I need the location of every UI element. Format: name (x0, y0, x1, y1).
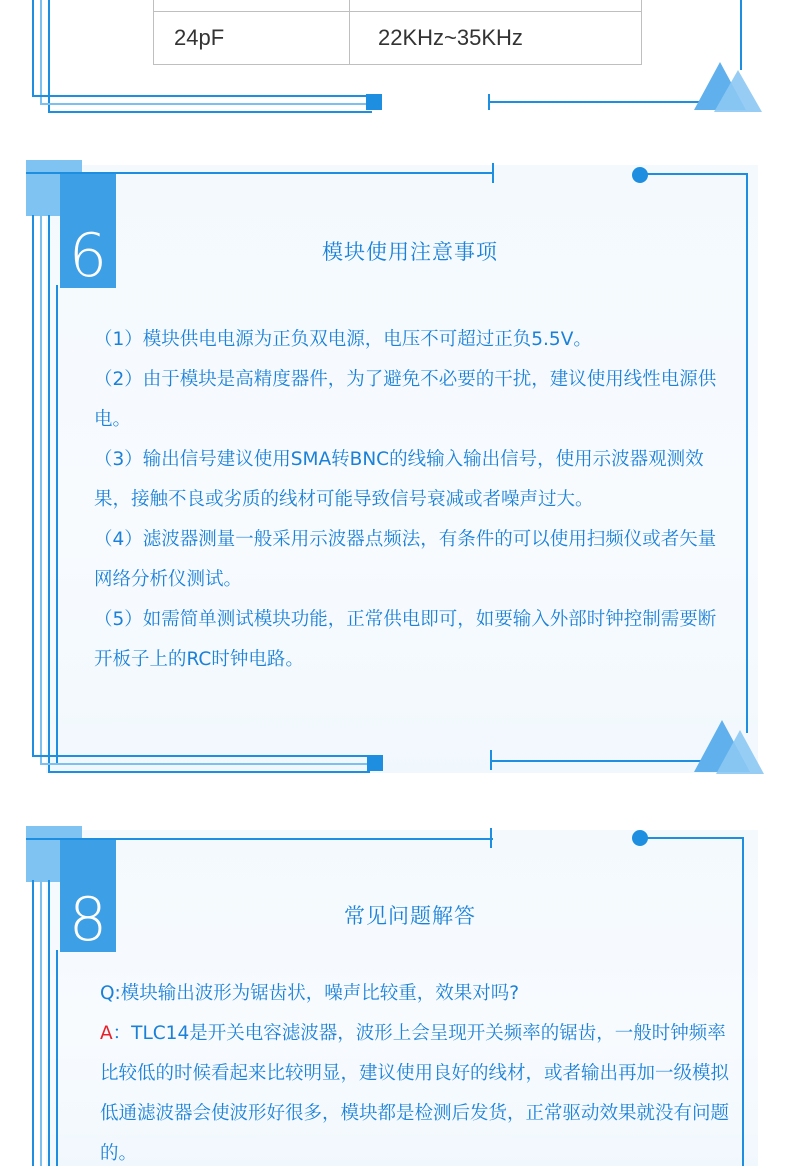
frame-line (32, 0, 34, 95)
frame-line (26, 838, 493, 840)
frame-line (640, 173, 748, 175)
spec-table (153, 0, 642, 65)
frame-line (56, 950, 58, 1166)
frame-line (40, 880, 42, 1166)
list-item: （4）滤波器测量一般采用示波器点频法，有条件的可以使用扫频仪或者矢量网络分析仪测试。 (94, 529, 717, 590)
frame-dot-marker (632, 167, 648, 183)
frame-line (26, 172, 493, 174)
list-item: （5）如需简单测试模块功能，正常供电即可，如要输入外部时钟控制需要断开板子上的RC时钟电路。 (94, 609, 717, 670)
list-item: （3）输出信号建议使用SMA转BNC的线输入输出信号，使用示波器观测效果，接触不良或劣质的线材可能导致信号衰减或者噪声过大。 (94, 449, 704, 510)
section-number: 8 (60, 872, 116, 952)
frame-line (56, 285, 58, 763)
frame-line (40, 215, 42, 763)
notes-list (94, 320, 734, 680)
frame-line (32, 95, 372, 97)
table-cell-frequency (350, 0, 642, 12)
list-item: （2）由于模块是高精度器件，为了避免不必要的干扰，建议使用线性电源供电。 (94, 369, 717, 430)
list-item: （1）模块供电电源为正负双电源，电压不可超过正负5.5V。 (94, 329, 592, 350)
frame-line (48, 111, 372, 113)
faq-entry (100, 974, 730, 1174)
frame-line (48, 215, 50, 771)
frame-line (742, 837, 744, 1166)
frame-line (32, 755, 370, 757)
frame-line (32, 215, 34, 755)
frame-square-marker (366, 94, 382, 110)
frame-tick (492, 163, 494, 183)
corner-triangle-icon (694, 716, 764, 776)
table-cell-frequency: 22KHz~35KHz (350, 12, 642, 65)
frame-line (40, 0, 42, 103)
answer-text: ：TLC14是开关电容滤波器，波形上会呈现开关频率的锯齿，一般时钟频率比较低的时候看起来比较明显，建议使用良好的线材，或者输出再加一级模拟低通滤波器会使波形好很多，模块都是检测后发货，正常驱动效果就没有问题的。 (100, 1023, 730, 1164)
frame-line (48, 771, 370, 773)
table-row (154, 0, 642, 12)
frame-line (40, 763, 370, 765)
frame-line (32, 880, 34, 1166)
section-title: 模块使用注意事项 (322, 240, 498, 264)
corner-triangle-icon (694, 58, 764, 114)
faq-answer (100, 1014, 730, 1174)
frame-line (746, 173, 748, 733)
frame-line (48, 880, 50, 1166)
table-row (154, 12, 642, 65)
frame-line (640, 837, 744, 839)
section-number: 6 (60, 208, 116, 288)
number-badge-top (60, 172, 116, 216)
answer-label: A (100, 1023, 113, 1044)
table-cell-capacitance: 24pF (154, 12, 350, 65)
faq-question: Q:模块输出波形为锯齿状，噪声比较重，效果对吗? (100, 983, 520, 1004)
frame-tick (490, 828, 492, 848)
table-cell-capacitance (154, 0, 350, 12)
frame-square-marker (367, 755, 383, 771)
frame-line (40, 103, 372, 105)
section-title: 常见问题解答 (344, 904, 476, 928)
